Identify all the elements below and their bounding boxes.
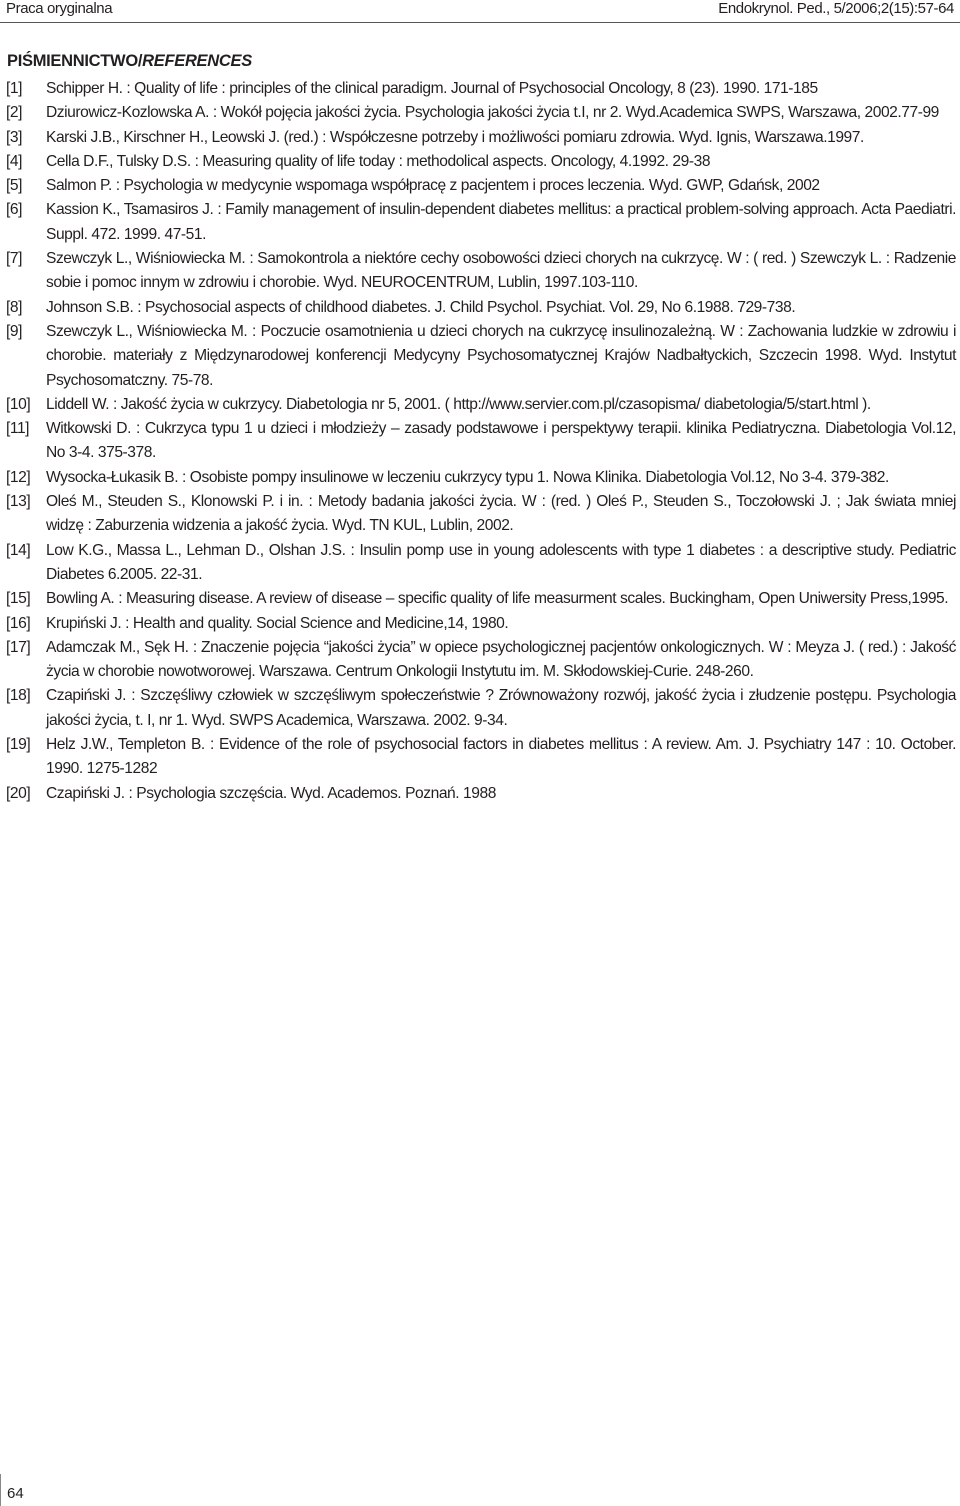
references-heading xyxy=(7,52,252,71)
reference-item xyxy=(6,393,956,417)
reference-number: [12] xyxy=(6,468,31,486)
reference-number: [20] xyxy=(6,784,31,802)
reference-number: [14] xyxy=(6,541,31,559)
reference-text: Johnson S.B. : Psychosocial aspects of childhood diabetes. J. Child Psychol. Psychiat. Vol. 29, No 6.1988. 729-738. xyxy=(46,298,796,316)
reference-text: Dziurowicz-Kozlowska A. : Wokół pojęcia jakości życia. Psychologia jakości życia t.I, nr 2. Wyd.Academica SWPS, Warszawa, 2002.77-99 xyxy=(46,104,939,122)
reference-number: [1] xyxy=(6,80,22,97)
running-header xyxy=(0,0,960,20)
reference-number: [4] xyxy=(6,152,22,170)
reference-item xyxy=(6,101,956,125)
reference-number: [2] xyxy=(6,104,22,122)
reference-list xyxy=(6,77,956,806)
reference-number: [15] xyxy=(6,590,31,608)
header-divider xyxy=(0,22,960,23)
reference-item xyxy=(6,782,956,806)
reference-item xyxy=(6,612,956,636)
reference-number: [19] xyxy=(6,736,31,754)
reference-item xyxy=(6,320,956,393)
reference-text: Cella D.F., Tulsky D.S. : Measuring quality of life today : methodolical aspects. Oncology, 4.1992. 29-38 xyxy=(46,152,711,170)
reference-text: Salmon P. : Psychologia w medycynie wspomaga współpracę z pacjentem i proces leczenia. Wyd. GWP, Gdańsk, 2002 xyxy=(46,177,820,195)
references-heading-italic: REFERENCES xyxy=(142,52,252,70)
reference-text: Liddell W. : Jakość życia w cukrzycy. Diabetologia nr 5, 2001. ( http://www.servier.com.pl/czasopisma/ diabetologia/5/start.html ). xyxy=(46,395,871,413)
reference-text: Czapiński J. : Psychologia szczęścia. Wyd. Academos. Poznań. 1988 xyxy=(46,784,496,802)
reference-text: Kassion K., Tsamasiros J. : Family management of insulin-dependent diabetes mellitus: a practical problem-solving approach. Acta Paediatri. Suppl. 472. 1999. 47-51. xyxy=(46,201,956,243)
reference-number: [10] xyxy=(6,395,31,413)
reference-text: Adamczak M., Sęk H. : Znaczenie pojęcia “jakości życia” w opiece psychologicznej pacjentów onkologicznych. W : Meyza J. ( red.) : Jakość życia w chorobie nowotworowej. Warszawa. Centrum Onkologii Instytutu im. M. Skłodowskiej-Curie. 248-260. xyxy=(46,638,956,681)
reference-number: [6] xyxy=(6,201,22,219)
reference-item xyxy=(6,150,956,174)
reference-item xyxy=(6,490,956,539)
header-article-type: Praca oryginalna xyxy=(6,0,113,17)
reference-number: [11] xyxy=(6,420,30,438)
reference-item xyxy=(6,466,956,490)
reference-number: [7] xyxy=(6,250,22,268)
page-number: 64 xyxy=(7,1485,24,1502)
reference-number: [16] xyxy=(6,614,31,632)
references-heading-main: PIŚMIENNICTWO/ xyxy=(7,52,143,70)
reference-text: Krupiński J. : Health and quality. Social Science and Medicine,14, 1980. xyxy=(46,614,509,632)
reference-text: Czapiński J. : Szczęśliwy człowiek w szczęśliwym społeczeństwie ? Zrównoważony rozwój, jakość życia i złudzenie postępu. Psychologia jakości życia, t. I, nr 1. Wyd. SWPS Academica, Warszawa. 2002. 9-34. xyxy=(46,687,956,729)
reference-number: [17] xyxy=(6,638,31,656)
reference-item xyxy=(6,684,956,733)
reference-text: Szewczyk L., Wiśniowiecka M. : Samokontrola a niektóre cechy osobowości dzieci chorych na cukrzycę. W : ( red. ) Szewczyk L. : Radzenie sobie i pomoc innym w zdrowiu i chorobie. Wyd. NEUROCENTRUM, Lublin, 1997.103-110. xyxy=(46,250,956,292)
reference-text: Witkowski D. : Cukrzyca typu 1 u dzieci i młodzieży – zasady podstawowe i perspektywy terapii. klinika Pediatryczna. Diabetologia Vol.12, No 3-4. 375-378. xyxy=(46,420,956,462)
header-journal-citation: Endokrynol. Ped., 5/2006;2(15):57-64 xyxy=(718,0,954,17)
reference-text: Helz J.W., Templeton B. : Evidence of the role of psychosocial factors in diabetes mellitus : A review. Am. J. Psychiatry 147 : 10. October. 1990. 1275-1282 xyxy=(46,736,956,778)
reference-text: Bowling A. : Measuring disease. A review of disease – specific quality of life measurment scales. Buckingham, Open Uniwersity Press,1995. xyxy=(46,590,949,608)
reference-number: [18] xyxy=(6,687,31,705)
reference-item xyxy=(6,174,956,198)
reference-item xyxy=(6,733,956,782)
reference-item xyxy=(6,296,956,320)
reference-text: Oleś M., Steuden S., Klonowski P. i in. : Metody badania jakości życia. W : (red. ) Oleś P., Steuden S., Toczołowski J. ; Jak świata mniej widzę : Zaburzenia widzenia a jakość życia. Wyd. TN KUL, Lublin, 2002. xyxy=(46,493,956,535)
reference-number: [3] xyxy=(6,128,22,146)
reference-item xyxy=(6,247,956,296)
reference-text: Low K.G., Massa L., Lehman D., Olshan J.S. : Insulin pomp use in young adolescents with type 1 diabetes : a descriptive study. Pediatric Diabetes 6.2005. 22-31. xyxy=(46,541,956,583)
reference-number: [5] xyxy=(6,177,22,195)
reference-text: Wysocka-Łukasik B. : Osobiste pompy insulinowe w leczeniu cukrzycy typu 1. Nowa Klinika. Diabetologia Vol.12, No 3-4. 379-382. xyxy=(46,468,889,486)
reference-item xyxy=(6,587,956,611)
reference-item xyxy=(6,636,956,685)
reference-item xyxy=(6,126,956,150)
reference-text: Karski J.B., Kirschner H., Leowski J. (red.) : Współczesne potrzeby i możliwości pomiaru zdrowia. Wyd. Ignis, Warszawa.1997. xyxy=(46,128,864,146)
reference-item xyxy=(6,417,956,466)
footer-divider xyxy=(0,1474,1,1506)
reference-text: Szewczyk L., Wiśniowiecka M. : Poczucie osamotnienia u dzieci chorych na cukrzycę insulinozależną. W : Zachowania ludzkie w zdrowiu i chorobie. materiały z Międzynarodowej konferencji Medycyny Psychosomatycznej Krajów Nadbałtyckich, Szczecin 1998. Wyd. Instytut Psychosomatczny. 75-78. xyxy=(46,322,956,389)
reference-item xyxy=(6,77,956,101)
reference-number: [8] xyxy=(6,298,22,316)
reference-item xyxy=(6,539,956,588)
reference-text: Schipper H. : Quality of life : principles of the clinical paradigm. Journal of Psychosocial Oncology, 8 (23). 1990. 171-185 xyxy=(46,80,818,97)
reference-item xyxy=(6,198,956,247)
reference-number: [13] xyxy=(6,493,31,511)
reference-number: [9] xyxy=(6,322,22,340)
